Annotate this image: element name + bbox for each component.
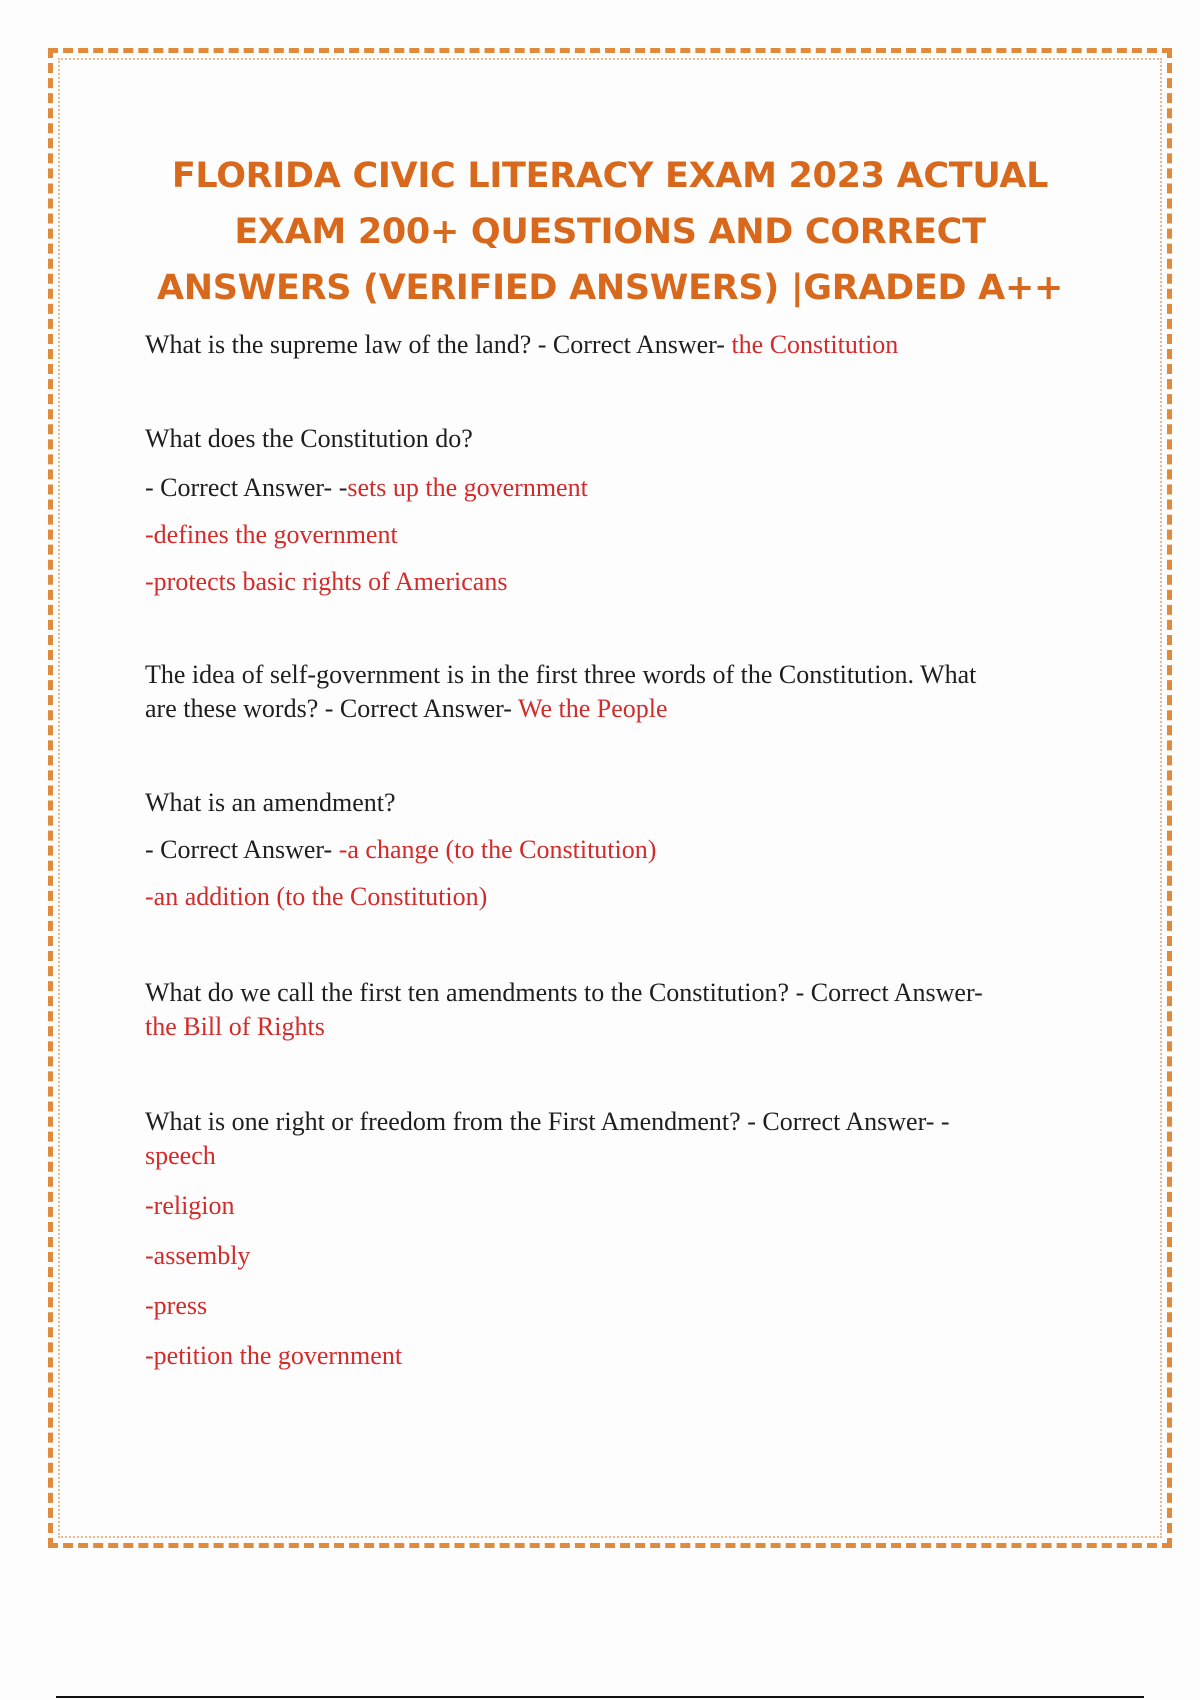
qa-item-self-government (145, 658, 1065, 726)
answer-text: -protects basic rights of Americans (145, 567, 508, 596)
answer-text: -press (145, 1291, 208, 1320)
qa-item-first-amendment (145, 1105, 1065, 1373)
document-title (145, 148, 1075, 316)
answer-text: -religion (145, 1191, 235, 1220)
answer-text: sets up the government (347, 473, 588, 502)
answer-text: speech (145, 1141, 216, 1170)
answer-text: -petition the government (145, 1341, 403, 1370)
qa-item-amendment (145, 786, 1065, 914)
qa-item-constitution-does (145, 422, 1065, 599)
title-line-1: FLORIDA CIVIC LITERACY EXAM 2023 ACTUAL (171, 156, 1049, 196)
answer-prefix: - Correct Answer- (145, 835, 339, 864)
question-line (145, 328, 1065, 362)
question-text: What is one right or freedom from the First Amendment? - Correct Answer- - (145, 1107, 950, 1136)
answer-text: -an addition (to the Constitution) (145, 882, 488, 911)
answer-text: -assembly (145, 1241, 251, 1270)
answer-text: We the People (517, 694, 668, 723)
qa-content (145, 328, 1065, 1373)
answer-text: -defines the government (145, 520, 398, 549)
answer-line (145, 471, 1065, 505)
page-bottom-rule (56, 1696, 1144, 1698)
answer-line (145, 833, 1065, 867)
title-line-3: ANSWERS (VERIFIED ANSWERS) |GRADED A++ (156, 268, 1064, 308)
answer-prefix: - Correct Answer- - (145, 473, 348, 502)
qa-item-supreme-law (145, 328, 1065, 362)
title-line-2: EXAM 200+ QUESTIONS AND CORRECT (234, 212, 986, 252)
question-text: What do we call the first ten amendments to the Constitution? - Correct Answer- (145, 978, 983, 1007)
question-text: The idea of self-government is in the first three words of the Constitution. What (145, 660, 977, 689)
qa-item-first-ten-amendments (145, 976, 1065, 1044)
answer-text: the Constitution (731, 330, 899, 359)
answer-text: the Bill of Rights (145, 1012, 325, 1041)
question-text: What is an amendment? (145, 788, 396, 817)
question-text: What does the Constitution do? (145, 424, 473, 453)
question-text: What is the supreme law of the land? - Correct Answer- (145, 330, 732, 359)
question-text: are these words? - Correct Answer- (145, 694, 518, 723)
answer-text: -a change (to the Constitution) (338, 835, 657, 864)
question-line (145, 692, 1065, 726)
